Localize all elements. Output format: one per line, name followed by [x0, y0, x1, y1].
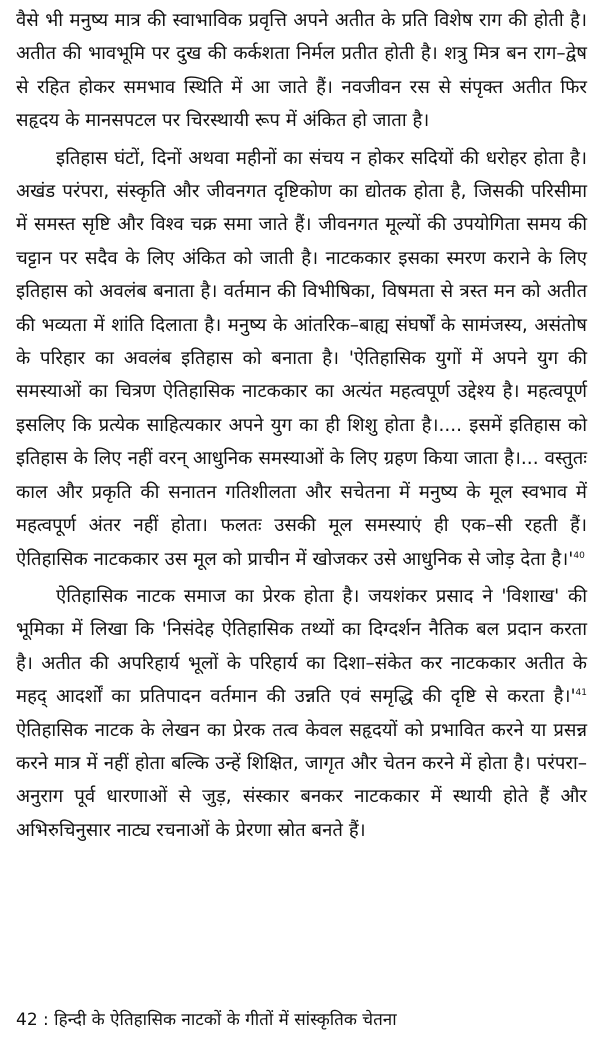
- footnote-marker-40: 40: [573, 550, 585, 561]
- paragraph-2-text: इतिहास घंटों, दिनों अथवा महीनों का संचय न होकर सदियों की धरोहर होता है। अखंड परंपरा, संस्कृति और जीवनगत दृष्टिकोण का द्योतक होता है, जिसकी परिसीमा में समस्त सृष्टि और विश्व चक्र समा जाते हैं। जीवनगत मूल्यों की उपयोगिता समय की चट्टान पर सदैव के लिए अंकित को जाती है। नाटककार इसका स्मरण कराने के लिए इतिहास को अवलंब बनाता है। वर्तमान की विभीषिका, विषमता से त्रस्त मन को अतीत की भव्यता में शांति दिलाता है। मनुष्य के आंतरिक–बाह्य संघर्षों के सामंजस्य, असंतोष के परिहार का अवलंब इतिहास को बनाता है। 'ऐतिहासिक युगों में अपने युग की समस्याओं का चित्रण ऐतिहासिक नाटककार का अत्यंत महत्वपूर्ण उद्देश्य है। महत्वपूर्ण इसलिए कि प्रत्येक साहित्यकार अपने युग का ही शिशु होता है।.... इसमें इतिहास को इतिहास के लिए नहीं वरन् आधुनिक समस्याओं के लिए ग्रहण किया जाता है।... वस्तुतः काल और प्रकृति की सनातन गतिशीलता और सचेतना में मनुष्य के मूल स्वभाव में महत्वपूर्ण अंतर नहीं होता। फलतः उसकी मूल समस्याएं ही एक–सी रहती हैं। ऐतिहासिक नाटककार उस मूल को प्राचीन में खोजकर उसे आधुनिक से जोड़ देता है।': [16, 147, 587, 570]
- paragraph-3-continuation: ऐतिहासिक नाटक के लेखन का प्रेरक तत्व केवल सहृदयों को प्रभावित करने या प्रसन्न करने मात्र में नहीं होता बल्कि उन्हें शिक्षित, जागृत और चेतन करने में होता है। परंपरा–अनुराग पूर्व धारणाओं से जुड़, संस्कार बनकर नाटककार में स्थायी होते हैं और अभिरुचिनुसार नाट्य रचनाओं के प्रेरणा स्रोत बनते हैं।: [16, 719, 587, 841]
- paragraph-3: [16, 580, 587, 847]
- page-footer: 42 : हिन्दी के ऐतिहासिक नाटकों के गीतों में सांस्कृतिक चेतना: [16, 1010, 397, 1030]
- paragraph-1: वैसे भी मनुष्य मात्र की स्वाभाविक प्रवृत्ति अपने अतीत के प्रति विशेष राग की होती है। अतीत की भावभूमि पर दुख की कर्कशता निर्मल प्रतीत होती है। शत्रु मित्र बन राग–द्वेष से रहित होकर समभाव स्थिति में आ जाते हैं। नवजीवन रस से संपृक्त अतीत फिर सहृदय के मानसपटल पर चिरस्थायी रूप में अंकित हो जाता है।: [16, 10, 587, 132]
- paragraph-3-quote: ऐतिहासिक नाटक समाज का प्रेरक होता है। जयशंकर प्रसाद ने 'विशाख' की भूमिका में लिखा कि 'निसंदेह ऐतिहासिक तथ्यों का दिग्दर्शन नैतिक बल प्रदान करता है। अतीत की अपरिहार्य भूलों के परिहार्य का दिशा–संकेत कर नाटककार अतीत के महद् आदर्शों का प्रतिपादन वर्तमान की उन्नति एवं समृद्धि की दृष्टि से करता है।': [16, 585, 587, 708]
- footnote-marker-41: 41: [575, 687, 587, 698]
- paragraph-2: [16, 142, 587, 576]
- document-body: [16, 4, 587, 847]
